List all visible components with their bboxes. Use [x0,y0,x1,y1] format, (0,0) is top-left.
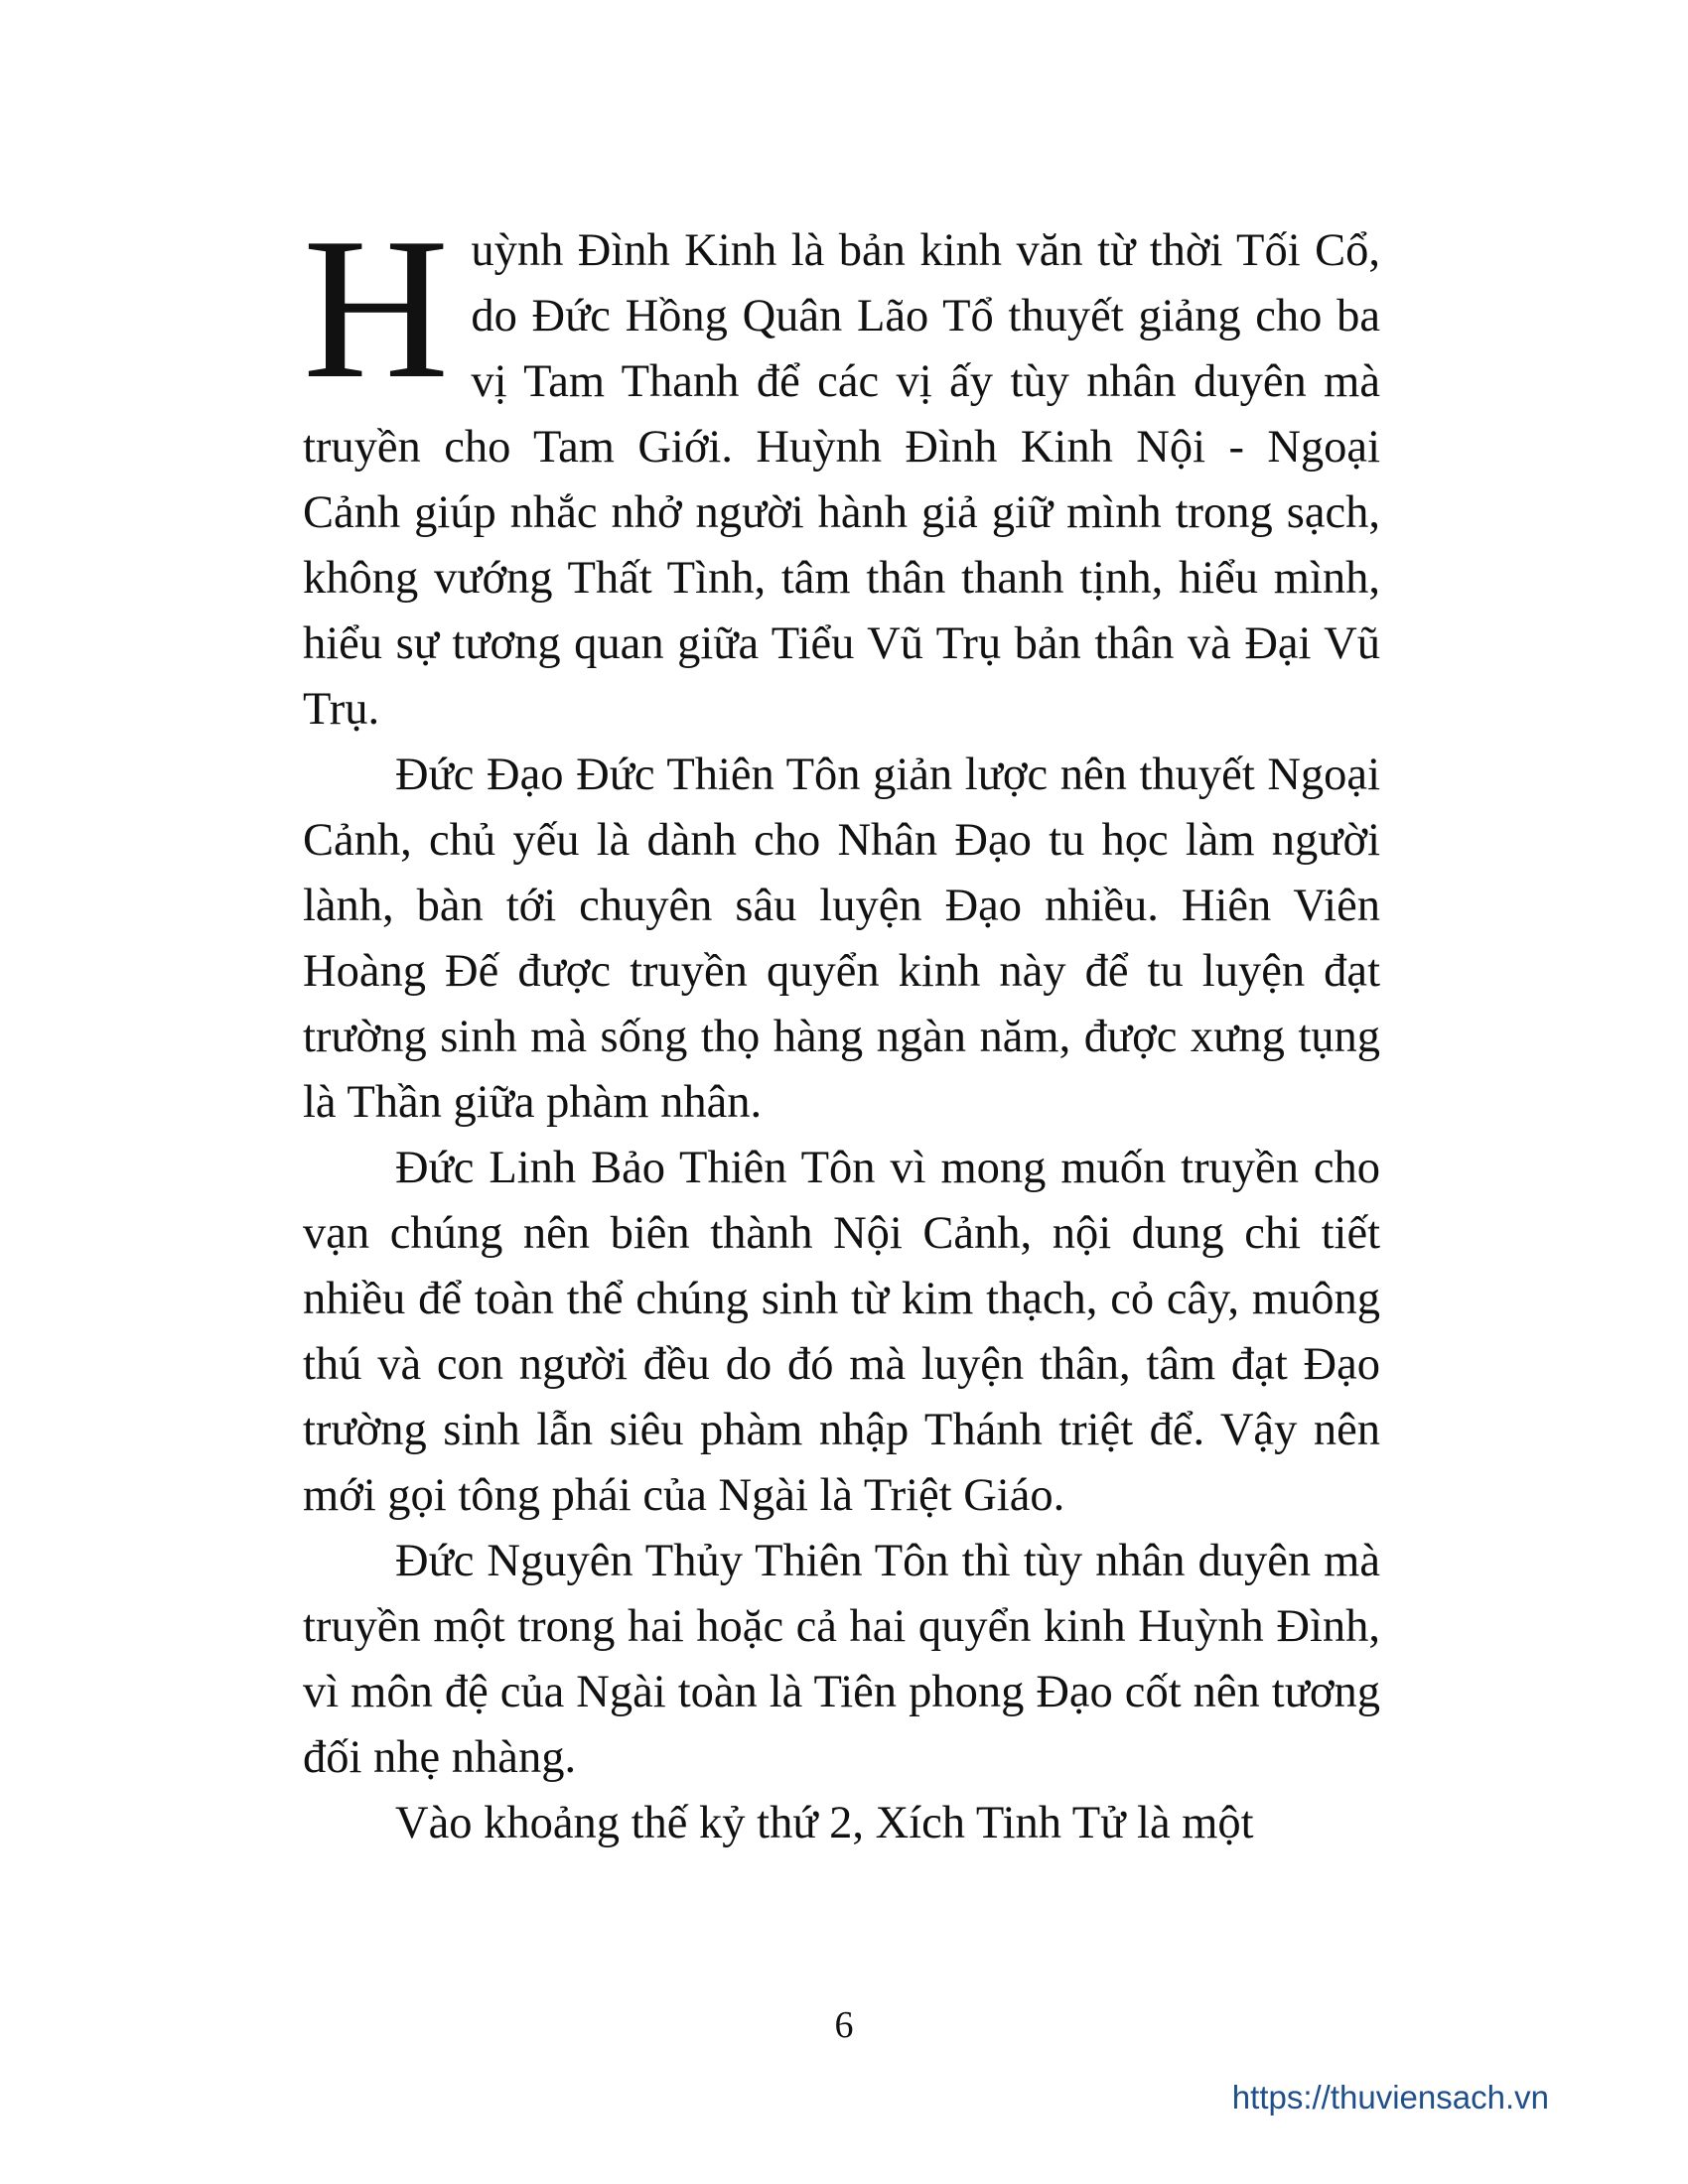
paragraph-4: Đức Nguyên Thủy Thiên Tôn thì tùy nhân duyên mà truyền một trong hai hoặc cả hai quyển kinh Huỳnh Đình, vì môn đệ của Ngài toàn là Tiên phong Đạo cốt nên tương đối nhẹ nhàng. [303,1536,1380,1783]
paragraph-3: Đức Linh Bảo Thiên Tôn vì mong muốn truyền cho vạn chúng nên biên thành Nội Cảnh, nội dung chi tiết nhiều để toàn thể chúng sinh từ kim thạch, cỏ cây, muông thú và con người đều do đó mà luyện thân, tâm đạt Đạo trường sinh lẫn siêu phàm nhập Thánh triệt để. Vậy nên mới gọi tông phái của Ngài là Triệt Giáo. [303,1143,1380,1521]
drop-cap: H [303,197,450,421]
paragraph-1-text: uỳnh Đình Kinh là bản kinh văn từ thời Tối Cổ, do Đức Hồng Quân Lão Tổ thuyết giảng cho ba vị Tam Thanh để các vị ấy tùy nhân duyên mà truyền cho Tam Giới. Huỳnh Đình Kinh Nội - Ngoại Cảnh giúp nhắc nhở người hành giả giữ mình trong sạch, không vướng Thất Tình, tâm thân thanh tịnh, hiểu mình, hiểu sự tương quan giữa Tiểu Vũ Trụ bản thân và Đại Vũ Trụ. [303,225,1380,735]
paragraph-2: Đức Đạo Đức Thiên Tôn giản lược nên thuyết Ngoại Cảnh, chủ yếu là dành cho Nhân Đạo tu học làm người lành, bàn tới chuyên sâu luyện Đạo nhiều. Hiên Viên Hoàng Đế được truyền quyển kinh này để tu luyện đạt trường sinh mà sống thọ hàng ngàn năm, được xưng tụng là Thần giữa phàm nhân. [303,750,1380,1128]
paragraph-1 [303,197,1380,743]
paragraph-5: Vào khoảng thế kỷ thứ 2, Xích Tinh Tử là một [395,1798,1254,1848]
source-url: https://thuviensach.vn [1231,2079,1549,2116]
page-number: 6 [834,2004,854,2046]
body-text [303,197,1380,1856]
